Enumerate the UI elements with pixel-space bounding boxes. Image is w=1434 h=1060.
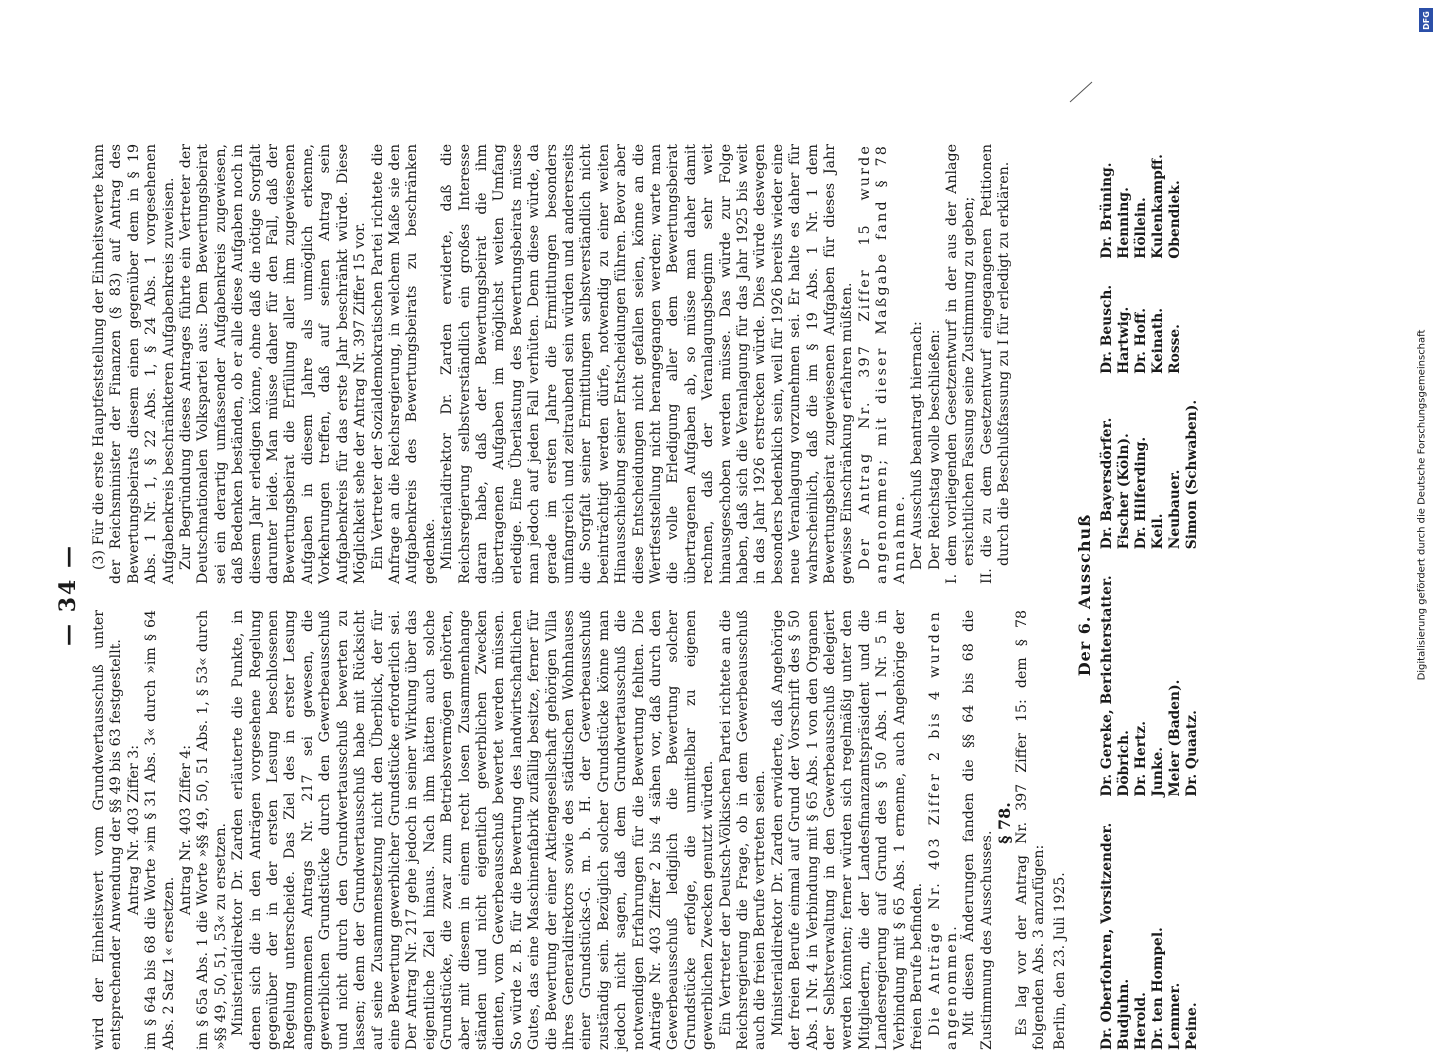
committee-member: Dr. ten Hompel. — [1150, 927, 1167, 1050]
dfg-logo — [1419, 8, 1433, 32]
right-column-text — [91, 144, 944, 584]
left-paragraph: im § 64a bis 68 die Worte »im § 31 Abs. 3« durch »im § 64 Abs. 2 Satz 1« ersetzen. — [143, 610, 177, 1050]
left-paragraph: Antrag Nr. 403 Ziffer 4: — [178, 744, 195, 916]
committee-member: Dr. Hoff. — [1133, 307, 1150, 374]
committee-block — [1076, 140, 1201, 1050]
committee-member: Döbrich. — [1116, 730, 1133, 797]
left-paragraph: wird der Einheitswert vom Grundwertausschuß unter entsprechender Anwendung der §§ 49 bis 63 festgestellt. — [91, 610, 125, 1050]
committee-member: Simon (Schwaben). — [1184, 399, 1201, 550]
pen-mark-icon — [1068, 78, 1094, 104]
left-paragraph: Ministerialdirektor Dr. Zarden erwiderte, daß Angehörige der freien Berufe einmal auf Grund der Vorschrift des § 50 Abs. 1 Nr. 4 in Verbindung mit § 65 Abs. 1 von den Organen der Selbstverwaltung in den Gewerbeausschuß delegiert werden könnten; ferner würden sich regelmäßig unter den Mitgliedern, die der Landesfinanzamtspräsident und die Landesregierung auf Grund des § 50 Abs. 1 Nr. 5 in Verbindung mit § 65 Abs. 1 ernenne, auch Angehörige der freien Berufe befinden. — [769, 610, 926, 1050]
committee-member: Budjuhn. — [1116, 978, 1133, 1050]
right-paragraph: Ein Vertreter der Sozialdemokratischen Partei richtete die Anfrage an die Reichsregierung, in welchem Maße sie den Aufgabenkreis des Bewertungsbeirats zu beschränken gedenke. — [369, 144, 438, 584]
left-paragraph: Ministerialdirektor Dr. Zarden erläuterte die Punkte, in denen sich die in den Anträgen vorgesehene Regelung gegenüber der in der ersten Lesung beschlossenen Regelung unterscheide. Das Ziel des in erster Lesung angenommenen Antrags Nr. 217 sei gewesen, die gewerblichen Grundstücke durch den Gewerbeausschuß und nicht durch den Grundwertausschuß bewerten zu lassen; denn der Grundwertausschuß habe mit Rücksicht auf seine Zusammensetzung nicht den Überblick, der für eine Bewertung gewerblicher Grundstücke erforderlich sei. Der Antrag Nr. 217 gehe jedoch in seiner Wirkung über das eigentliche Ziel hinaus. Nach ihm hätten auch solche Grundstücke, die zwar zum Betriebsvermögen gehörten, aber mit diesem in einem recht losen Zusammenhange ständen und nicht eigentlich gewerblichen Zwecken dienten, vom Gewerbeausschuß bewertet werden müssen. So würde z. B. für die Bewertung des landwirtschaftlichen Gutes, das eine Maschinenfabrik zufällig besitze, ferner für die Bewertung der einer Aktiengesellschaft gehörigen Villa ihres Generaldirektors sowie des städtischen Wohnhauses einer Grundstücks-G. m. b. H. der Gewerbeausschuß zuständig sein. Bezüglich solcher Grundstücke könne man jedoch nicht sagen, daß dem Grundwertausschuß die notwendigen Erfahrungen für die Bewertung fehlten. Die Anträge Nr. 403 Ziffer 2 bis 4 sähen vor, daß durch den Gewerbeausschuß lediglich die Bewertung solcher Grundstücke erfolge, die unmittelbar zu eigenen gewerblichen Zwecken genutzt würden. — [230, 610, 717, 1050]
digitization-note-text: Digitalisierung gefördert durch die Deutsche Forschungsgemeinschaft — [1416, 329, 1428, 681]
committee-title: Der 6. Ausschuß — [1075, 513, 1095, 677]
committee-member: Fischer (Köln). — [1116, 433, 1133, 550]
committee-member: Keil. — [1150, 513, 1167, 550]
left-paragraph: Mit diesen Änderungen fanden die §§ 64 bis 68 die Zustimmung des Ausschusses. — [961, 610, 995, 1050]
left-column — [91, 610, 1048, 1050]
committee-member: Dr. Hertz. — [1133, 720, 1150, 797]
right-paragraph: Der Antrag Nr. 397 Ziffer 15 wurde angenommen; mit dieser Maßgabe fand § 78 Annahme. — [856, 144, 908, 584]
place-date: Berlin, den 23. Juli 1925. — [1052, 872, 1069, 1050]
left-paragraph: § 78. — [995, 802, 1015, 844]
dfg-logo-text: DFG — [1421, 10, 1431, 30]
committee-member: Hartwig. — [1116, 306, 1133, 374]
committee-members — [1099, 140, 1201, 1050]
committee-member: Meier (Baden). — [1167, 679, 1184, 797]
right-paragraph: Zur Begründung dieses Antrages führte ein Vertreter der Deutschnationalen Volkspartei aus: Dem Bewertungsbeirat sei ein derartig umfassender Aufgabenkreis zugewiesen, daß Bedenken beständen, ob er alle diese Aufgaben noch in diesem Jahr erledigen könne, ohne daß die nötige Sorgfalt darunter leide. Man müsse daher für den Fall, daß der Bewertungsbeirat die Erfüllung aller ihm zugewiesenen Aufgaben in diesem Jahre als unmöglich erkenne, Vorkehrungen treffen, daß auf seinen Antrag sein Aufgabenkreis für das erste Jahr beschränkt würde. Diese Möglichkeit sehe der Antrag Nr. 397 Ziffer 15 vor. — [178, 144, 369, 584]
left-paragraph: Ein Vertreter der Deutsch-Völkischen Partei richtete an die Reichsregierung die Frage, ob in dem Gewerbeausschuß auch die freien Berufe vertreten seien. — [717, 610, 769, 1050]
committee-member: Dr. Quaatz. — [1184, 710, 1201, 797]
right-paragraph: Der Ausschuß beantragt hiernach: — [909, 321, 926, 570]
left-paragraph: Antrag Nr. 403 Ziffer 3: — [125, 744, 142, 916]
right-paragraph: (3) Für die erste Hauptfeststellung der Einheitswerte kann der Reichsminister der Finanzen (§ 83) auf Antrag des Bewertungsbeirats diesem einen gegenüber dem in § 19 Abs. 1 Nr. 1, § 22 Abs. 1, § 24 Abs. 1 vorgesehenen Aufgabenkreis beschränkteren Aufgabenkreis zuweisen. — [91, 144, 177, 584]
committee-member: Höllein. — [1133, 197, 1150, 259]
committee-member: Peine. — [1184, 1002, 1201, 1050]
digitization-note — [1412, 10, 1432, 1000]
committee-member: Henning. — [1116, 187, 1133, 259]
left-paragraph: Die Anträge Nr. 403 Ziffer 2 bis 4 wurden angenommen. — [926, 610, 960, 1050]
committee-member: Dr. Gereke, Berichterstatter. — [1099, 575, 1116, 797]
left-paragraph: im § 65a Abs. 1 die Worte »§§ 49, 50, 51 Abs. 1, § 53« durch »§§ 49, 50, 51, 53« zu ersetzen. — [195, 610, 229, 1050]
committee-member: Lemmer. — [1167, 982, 1184, 1050]
committee-member: Neubauer. — [1167, 469, 1184, 550]
committee-member: Obendiek. — [1167, 180, 1184, 259]
right-paragraph: Ministerialdirektor Dr. Zarden erwiderte, daß die Reichsregierung selbstverständlich ein großes Interesse daran habe, daß der Bewertungsbeirat die ihm übertragenen Aufgaben im möglichst weiten Umfang erledige. Eine Überlastung des Bewertungsbeirats müsse man jedoch auf jeden Fall verhüten. Denn diese würde, da gerade im ersten Jahre die Ermittlungen besonders umfangreich und zeitraubend sein würden und andererseits die Sorgfalt seiner Ermittlungen selbstverständlich nicht beeinträchtigt werden dürfe, notwendig zu einer weiten Hinausschiebung seiner Entscheidungen führen. Bevor aber diese Entscheidungen nicht gefallen seien, könne an die Wertfeststellung nicht herangegangen werden; warte man die volle Erledigung aller dem Bewertungsbeirat übertragenen Aufgaben ab, so müsse man daher damit rechnen, daß der Veranlagungsbeginn sehr weit hinausgeschoben werden müsse. Das würde zur Folge haben, daß sich die Veranlagung für das Jahr 1925 bis weit in das Jahr 1926 erstrecken würde. Dies würde deswegen besonders bedenklich sein, weil für 1926 bereits wieder eine neue Veranlagung vorzunehmen sei. Er halte es daher für wahrscheinlich, daß die im § 19 Abs. 1 Nr. 1 dem Bewertungsbeirat zugewiesenen Aufgaben für dieses Jahr gewisse Einschränkung erfahren müßten. — [439, 144, 856, 584]
document-page — [55, 130, 1201, 1060]
right-paragraph: Der Reichstag wolle beschließen: — [926, 329, 943, 570]
committee-member: Dr. Bayersdörfer. — [1099, 417, 1116, 550]
resolution-list — [944, 144, 1014, 584]
committee-member: Dr. Hilferding. — [1133, 436, 1150, 550]
right-column — [91, 144, 1048, 584]
committee-member: Herold. — [1133, 992, 1150, 1050]
committee-member: Keinath. — [1150, 307, 1167, 374]
committee-member: Rosse. — [1167, 324, 1184, 374]
left-paragraph: Es lag vor der Antrag Nr. 397 Ziffer 15: dem § 78 folgenden Abs. 3 anzufügen: — [1013, 610, 1047, 1050]
resolution-item: II. die zu dem Gesetzentwurf eingegangenen Petitionen durch die Beschlußfassung zu I für erledigt zu erklären. — [978, 144, 1013, 584]
committee-member: Dr. Brüning. — [1099, 162, 1116, 259]
committee-member: Dr. Oberfohren, Vorsitzender. — [1099, 822, 1116, 1050]
resolution-item: I. dem vorliegenden Gesetzentwurf in der aus der Anlage ersichtlichen Fassung seine Zustimmung zu geben; — [943, 144, 978, 584]
committee-member: Junke. — [1150, 746, 1167, 797]
page-number: — 34 — — [55, 544, 81, 646]
committee-member: Dr. Beusch. — [1099, 284, 1116, 374]
committee-member: Kulenkampff. — [1150, 154, 1167, 259]
